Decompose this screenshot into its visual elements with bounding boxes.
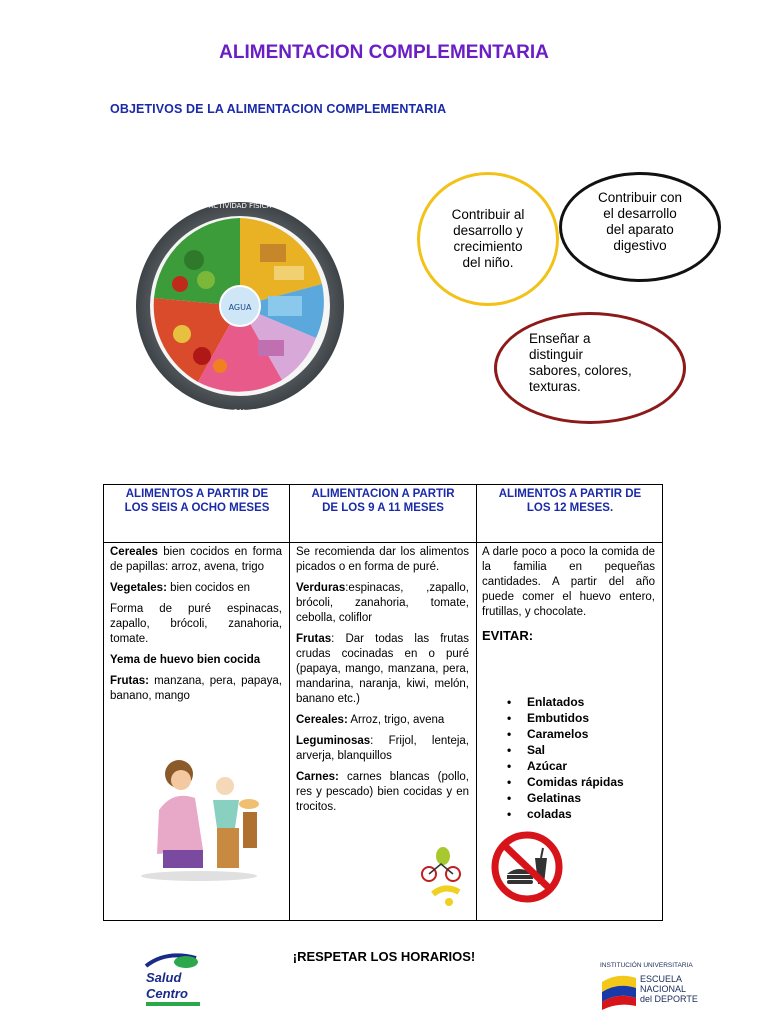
objective-line: desarrollo y [453,223,523,238]
table-border [103,484,663,485]
table-header-6-8-months [107,487,287,515]
objective-line: distinguir [529,347,584,362]
salud-centro-logo [140,948,220,1012]
avoid-title: EVITAR: [482,628,534,643]
objective-line: Contribuir con [597,190,683,205]
cereales-text: Arroz, trigo, avena [347,714,445,726]
avoid-item: • Gelatinas [503,790,653,806]
header-line: ALIMENTACION A PARTIR [311,488,455,500]
vegetales-more-text: Forma de puré espinacas, zapallo, brócoli, zanahoria, tomate. [110,603,282,645]
header-line: LOS SEIS A OCHO MESES [124,502,270,514]
objective-line: crecimiento [453,239,523,254]
cereales-text: bien cocidos en forma de papillas: arroz, avena, trigo [110,546,282,573]
objective-senses-oval [494,312,686,424]
yema-text: Yema de huevo bien cocida [110,654,261,666]
header-line: ALIMENTOS A PARTIR DE [498,488,642,500]
avoid-item: • Azúcar [503,758,653,774]
carnes-label: Carnes: [296,771,339,783]
avoid-item: • Embutidos [503,710,653,726]
objective-growth-oval [417,172,559,306]
table-border [662,484,663,921]
table-border [289,484,290,921]
objective-line: texturas. [529,379,581,394]
logo-text: INSTITUCIÓN UNIVERSITARIA [600,962,693,969]
frutas-text: : Dar todas las frutas crudas cocinadas en o puré (papaya, mango, manzana, pera, mandarina, naranja, kiwi, melón, banano etc.) [296,633,469,705]
table-header-12-months [480,487,660,515]
column-6-8-months [110,545,282,710]
table-border [103,920,663,921]
plate-center-label: AGUA [228,303,252,312]
objective-line: Enseñar a [529,331,591,346]
logo-text: NACIONAL [640,984,687,994]
mother-feeding-child-image [133,750,265,882]
objective-line: digestivo [613,238,667,253]
cereales-label: Cereales [110,546,158,558]
objective-line: del aparato [606,222,674,237]
objective-digestive-oval [559,172,721,282]
avoid-item: • coladas [503,806,653,822]
frutas-label: Frutas [296,633,332,645]
avoid-item: • Sal [503,742,653,758]
frutas-text: manzana, pera, papaya, banano, mango [110,675,282,702]
no-fast-food-icon [489,830,565,904]
logo-text: Salud [146,970,182,985]
plate-bottom-label: SAL [233,408,247,416]
objective-line: sabores, colores, [529,363,632,378]
intro-text: Se recomienda dar los alimentos picados o en forma de puré. [296,546,469,573]
column-9-11-months [296,545,469,821]
escuela-nacional-deporte-logo [596,958,756,1012]
leguminosas-text: : Frijol, lenteja, arverja, blanquillos [296,735,469,762]
header-line: LOS 12 MESES. [526,502,614,514]
carnes-text: carnes blancas (pollo, res y pescado) bien cocidas y en trocitos. [296,771,469,813]
nutrition-plate-image [136,188,344,424]
schedule-slogan: ¡RESPETAR LOS HORARIOS! [292,949,476,964]
section-subtitle: OBJETIVOS DE LA ALIMENTACION COMPLEMENTARIA [110,102,447,116]
avoid-list [503,694,653,822]
table-border [103,542,663,543]
column-12-months [482,545,655,649]
vegetales-label: Vegetales: [110,582,167,594]
plate-top-label: ACTIVIDAD FÍSICA [208,202,272,210]
table-border [476,484,477,921]
header-line: DE LOS 9 A 11 MESES [322,502,444,514]
verduras-text: :espinacas, ,zapallo, brócoli, zanahoria, tomate, cebolla, coliflor [296,582,469,624]
page-title: ALIMENTACION COMPLEMENTARIA [219,42,549,63]
logo-text: del DEPORTE [640,994,698,1004]
objective-line: Contribuir al [451,207,525,222]
intro-text: A darle poco a poco la comida de la familia en pequeñas cantidades. A partir del año puede comer el huevo entero, frutillas, y chocolate. [482,546,655,618]
verduras-label: Verduras [296,582,346,594]
cereales-label: Cereales: [296,714,348,726]
avoid-item: • Enlatados [503,694,653,710]
table-border [103,484,104,921]
logo-text: Centro [146,986,188,1001]
leguminosas-label: Leguminosas [296,735,371,747]
table-header-9-11-months [293,487,473,515]
header-line: ALIMENTOS A PARTIR DE [125,488,269,500]
logo-text: ESCUELA [640,974,683,984]
avoid-item: • Comidas rápidas [503,774,653,790]
frutas-label: Frutas: [110,675,149,687]
objective-line: el desarrollo [603,206,677,221]
feeding-stages-table [103,484,663,921]
avoid-item: • Caramelos [503,726,653,742]
objective-line: del niño. [462,255,514,270]
vegetales-text: bien cocidos en [166,582,251,594]
fruit-bicycle-image [419,844,469,910]
